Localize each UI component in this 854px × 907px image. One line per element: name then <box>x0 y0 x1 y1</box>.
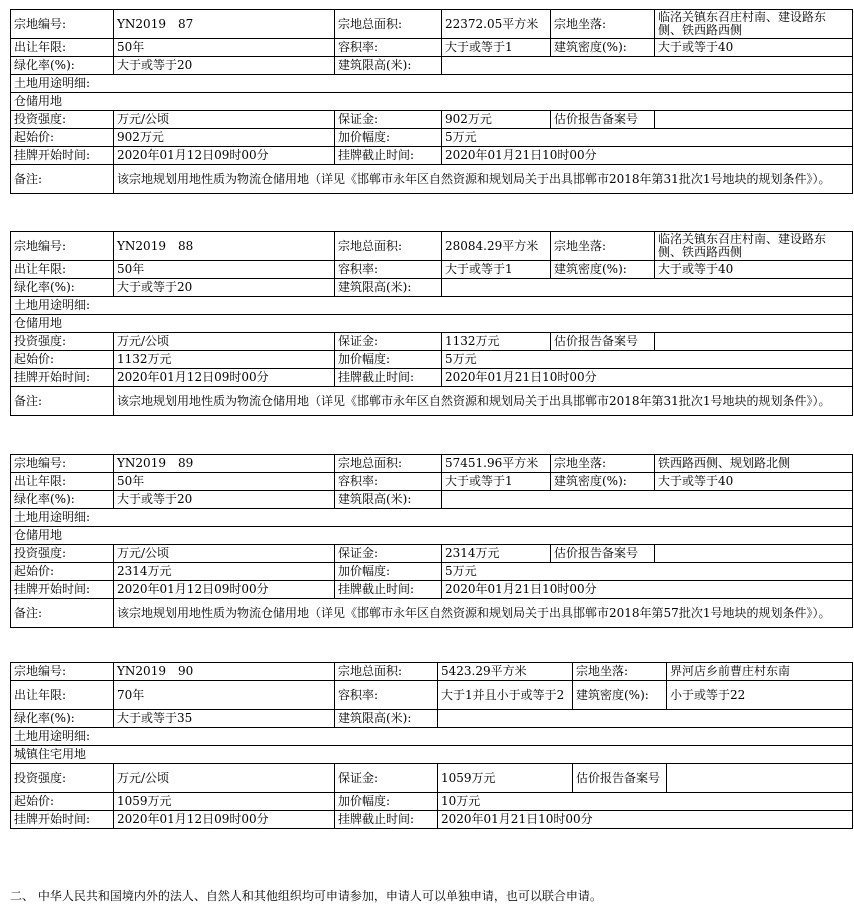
table-row <box>11 75 853 93</box>
density-label: 建筑密度(%): <box>551 473 655 491</box>
appraisal-value <box>655 545 853 563</box>
increment-label: 加价幅度: <box>335 351 442 369</box>
table-row <box>11 509 853 527</box>
green-value: 大于或等于20 <box>114 491 335 509</box>
listing-end-value: 2020年01月21日10时00分 <box>442 147 853 165</box>
table-row <box>11 129 853 147</box>
far-value: 大于或等于1 <box>442 473 551 491</box>
table-row <box>11 147 853 165</box>
deposit-label: 保证金: <box>335 111 442 129</box>
parcel-no-label: 宗地编号: <box>11 455 114 473</box>
use-label: 土地用途明细: <box>11 509 853 527</box>
table-row <box>11 746 853 764</box>
location-label: 宗地坐落: <box>573 663 667 681</box>
appraisal-value <box>655 111 853 129</box>
table-row <box>11 681 853 710</box>
parcel-no: YN2019 90 <box>114 663 335 681</box>
table-row <box>11 315 853 333</box>
listing-start-label: 挂牌开始时间: <box>11 811 114 829</box>
table-row <box>11 581 853 599</box>
start-price-value: 1059万元 <box>114 793 335 811</box>
table-row <box>11 710 853 728</box>
use-value: 仓储用地 <box>11 527 853 545</box>
remark-label: 备注: <box>11 599 114 628</box>
listing-end-value: 2020年01月21日10时00分 <box>442 369 853 387</box>
table-row <box>11 369 853 387</box>
parcel-no: YN2019 87 <box>114 10 335 39</box>
appraisal-label: 估价报告备案号 <box>573 764 667 793</box>
use-label: 土地用途明细: <box>11 297 853 315</box>
remark-value: 该宗地规划用地性质为物流仓储用地（详见《邯郸市永年区自然资源和规划局关于出具邯郸市2018年第31批次1号地块的规划条件》）。 <box>114 387 853 416</box>
density-value: 大于或等于40 <box>655 473 853 491</box>
increment-value: 5万元 <box>442 129 853 147</box>
green-label: 绿化率(%): <box>11 491 114 509</box>
far-value: 大于或等于1 <box>442 39 551 57</box>
area-value: 28084.29平方米 <box>442 232 551 261</box>
listing-start-value: 2020年01月12日09时00分 <box>114 147 335 165</box>
parcel-no-label: 宗地编号: <box>11 10 114 39</box>
listing-start-value: 2020年01月12日09时00分 <box>114 581 335 599</box>
green-label: 绿化率(%): <box>11 279 114 297</box>
parcel-table <box>10 662 853 829</box>
deposit-label: 保证金: <box>335 545 442 563</box>
table-row <box>11 491 853 509</box>
deposit-value: 902万元 <box>442 111 551 129</box>
height-label: 建筑限高(米): <box>335 279 442 297</box>
area-label: 宗地总面积: <box>335 10 442 39</box>
start-price-value: 1132万元 <box>114 351 335 369</box>
density-value: 大于或等于40 <box>655 39 853 57</box>
area-label: 宗地总面积: <box>335 663 438 681</box>
remark-value: 该宗地规划用地性质为物流仓储用地（详见《邯郸市永年区自然资源和规划局关于出具邯郸市2018年第31批次1号地块的规划条件》）。 <box>114 165 853 194</box>
height-label: 建筑限高(米): <box>335 57 442 75</box>
use-label: 土地用途明细: <box>11 75 853 93</box>
increment-label: 加价幅度: <box>335 129 442 147</box>
invest-value: 万元/公顷 <box>114 111 335 129</box>
deposit-value: 1132万元 <box>442 333 551 351</box>
table-row <box>11 663 853 681</box>
deposit-value: 1059万元 <box>438 764 573 793</box>
green-label: 绿化率(%): <box>11 710 114 728</box>
table-row <box>11 165 853 194</box>
table-row <box>11 387 853 416</box>
table-row <box>11 333 853 351</box>
location-value: 铁西路西侧、规划路北侧 <box>655 455 853 473</box>
far-label: 容积率: <box>335 39 442 57</box>
table-row <box>11 527 853 545</box>
height-label: 建筑限高(米): <box>335 491 442 509</box>
remark-label: 备注: <box>11 165 114 194</box>
term-value: 50年 <box>114 261 335 279</box>
location-value: 界河店乡前曹庄村东南 <box>667 663 853 681</box>
invest-label: 投资强度: <box>11 111 114 129</box>
area-value: 22372.05平方米 <box>442 10 551 39</box>
far-value: 大于或等于1 <box>442 261 551 279</box>
invest-value: 万元/公顷 <box>114 764 335 793</box>
listing-start-label: 挂牌开始时间: <box>11 581 114 599</box>
table-row <box>11 455 853 473</box>
density-label: 建筑密度(%): <box>573 681 667 710</box>
increment-value: 5万元 <box>442 563 853 581</box>
density-value: 小于或等于22 <box>667 681 853 710</box>
table-row <box>11 111 853 129</box>
table-row <box>11 764 853 793</box>
appraisal-label: 估价报告备案号 <box>551 545 655 563</box>
table-row <box>11 473 853 491</box>
density-label: 建筑密度(%): <box>551 261 655 279</box>
deposit-value: 2314万元 <box>442 545 551 563</box>
parcel-no-label: 宗地编号: <box>11 232 114 261</box>
listing-end-label: 挂牌截止时间: <box>335 581 442 599</box>
term-value: 70年 <box>114 681 335 710</box>
density-label: 建筑密度(%): <box>551 39 655 57</box>
appraisal-label: 估价报告备案号 <box>551 111 655 129</box>
listing-start-label: 挂牌开始时间: <box>11 369 114 387</box>
table-row <box>11 563 853 581</box>
term-label: 出让年限: <box>11 681 114 710</box>
term-label: 出让年限: <box>11 261 114 279</box>
table-row <box>11 57 853 75</box>
use-value: 仓储用地 <box>11 315 853 333</box>
location-value: 临洺关镇东召庄村南、建设路东侧、铁西路西侧 <box>655 10 853 39</box>
height-value <box>442 491 853 509</box>
start-price-label: 起始价: <box>11 351 114 369</box>
table-row <box>11 811 853 829</box>
use-value: 城镇住宅用地 <box>11 746 853 764</box>
start-price-value: 902万元 <box>114 129 335 147</box>
far-label: 容积率: <box>335 681 438 710</box>
appraisal-value <box>655 333 853 351</box>
green-value: 大于或等于20 <box>114 279 335 297</box>
appraisal-label: 估价报告备案号 <box>551 333 655 351</box>
area-label: 宗地总面积: <box>335 232 442 261</box>
invest-label: 投资强度: <box>11 764 114 793</box>
location-label: 宗地坐落: <box>551 455 655 473</box>
invest-label: 投资强度: <box>11 545 114 563</box>
table-row <box>11 232 853 261</box>
table-row <box>11 93 853 111</box>
use-label: 土地用途明细: <box>11 728 853 746</box>
height-value <box>442 57 853 75</box>
table-row <box>11 728 853 746</box>
invest-label: 投资强度: <box>11 333 114 351</box>
start-price-label: 起始价: <box>11 793 114 811</box>
location-label: 宗地坐落: <box>551 232 655 261</box>
green-value: 大于或等于35 <box>114 710 335 728</box>
table-row <box>11 297 853 315</box>
parcel-table <box>10 9 853 194</box>
listing-start-value: 2020年01月12日09时00分 <box>114 369 335 387</box>
invest-value: 万元/公顷 <box>114 545 335 563</box>
start-price-value: 2314万元 <box>114 563 335 581</box>
term-value: 50年 <box>114 39 335 57</box>
start-price-label: 起始价: <box>11 129 114 147</box>
remark-value: 该宗地规划用地性质为物流仓储用地（详见《邯郸市永年区自然资源和规划局关于出具邯郸市2018年第57批次1号地块的规划条件》）。 <box>114 599 853 628</box>
table-row <box>11 10 853 39</box>
increment-label: 加价幅度: <box>335 793 438 811</box>
far-label: 容积率: <box>335 473 442 491</box>
area-value: 5423.29平方米 <box>438 663 573 681</box>
listing-start-label: 挂牌开始时间: <box>11 147 114 165</box>
listing-end-label: 挂牌截止时间: <box>335 369 442 387</box>
listing-start-value: 2020年01月12日09时00分 <box>114 811 335 829</box>
table-row <box>11 793 853 811</box>
far-label: 容积率: <box>335 261 442 279</box>
height-value <box>442 279 853 297</box>
start-price-label: 起始价: <box>11 563 114 581</box>
parcel-no: YN2019 89 <box>114 455 335 473</box>
deposit-label: 保证金: <box>335 764 438 793</box>
far-value: 大于1并且小于或等于2 <box>438 681 573 710</box>
location-label: 宗地坐落: <box>551 10 655 39</box>
height-value <box>438 710 853 728</box>
term-label: 出让年限: <box>11 473 114 491</box>
table-row <box>11 279 853 297</box>
listing-end-value: 2020年01月21日10时00分 <box>442 581 853 599</box>
eligibility-paragraph: 二、 中华人民共和国境内外的法人、自然人和其他组织均可申请参加，申请人可以单独申请，也可以联合申请。 <box>10 889 602 903</box>
parcel-no-label: 宗地编号: <box>11 663 114 681</box>
deposit-label: 保证金: <box>335 333 442 351</box>
appraisal-value <box>667 764 853 793</box>
increment-value: 10万元 <box>438 793 853 811</box>
table-row <box>11 351 853 369</box>
increment-value: 5万元 <box>442 351 853 369</box>
term-value: 50年 <box>114 473 335 491</box>
table-row <box>11 261 853 279</box>
listing-end-value: 2020年01月21日10时00分 <box>438 811 853 829</box>
location-value: 临洺关镇东召庄村南、建设路东侧、铁西路西侧 <box>655 232 853 261</box>
use-value: 仓储用地 <box>11 93 853 111</box>
table-row <box>11 599 853 628</box>
increment-label: 加价幅度: <box>335 563 442 581</box>
listing-end-label: 挂牌截止时间: <box>335 147 442 165</box>
area-value: 57451.96平方米 <box>442 455 551 473</box>
green-label: 绿化率(%): <box>11 57 114 75</box>
remark-label: 备注: <box>11 387 114 416</box>
height-label: 建筑限高(米): <box>335 710 438 728</box>
density-value: 大于或等于40 <box>655 261 853 279</box>
area-label: 宗地总面积: <box>335 455 442 473</box>
term-label: 出让年限: <box>11 39 114 57</box>
listing-end-label: 挂牌截止时间: <box>335 811 438 829</box>
green-value: 大于或等于20 <box>114 57 335 75</box>
table-row <box>11 545 853 563</box>
parcel-no: YN2019 88 <box>114 232 335 261</box>
table-row <box>11 39 853 57</box>
parcel-table <box>10 231 853 416</box>
invest-value: 万元/公顷 <box>114 333 335 351</box>
parcel-table <box>10 454 853 628</box>
